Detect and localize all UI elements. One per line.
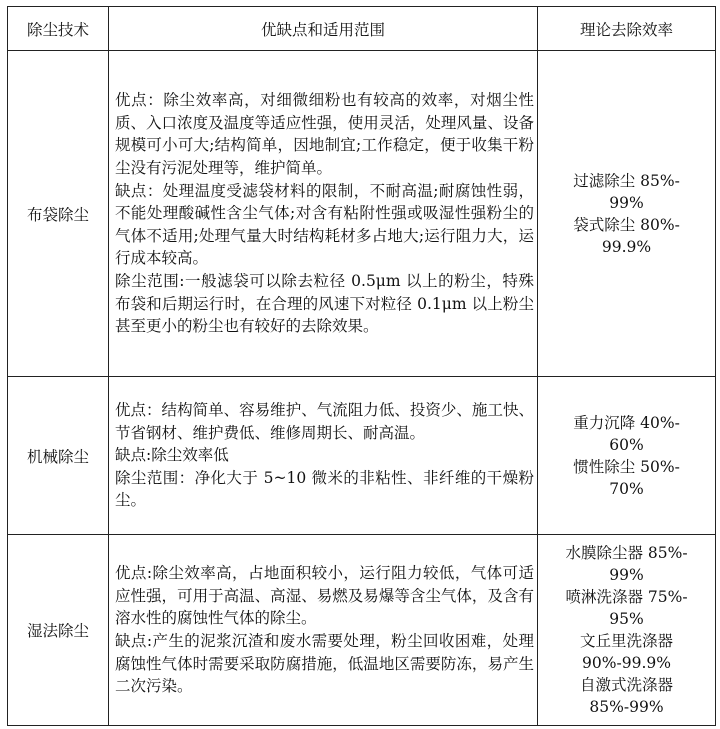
efficiency-line: 袋式除尘 80%- (573, 215, 680, 234)
table-row-mechanical (8, 377, 716, 535)
dust-removal-table (7, 6, 716, 726)
efficiency-line: 99% (609, 193, 644, 212)
pros-cons-cell (109, 377, 538, 535)
efficiency-line: 90%-99.9% (582, 654, 671, 672)
scope-text: 除尘范围:一般滤袋可以除去粒径 0.5μm 以上的粉尘，特殊布袋和后期运行时，在合理的风速下对粒径 0.1μm 以上粉尘甚至更小的粉尘也有较好的去除效果。 (115, 271, 534, 336)
table-row-wet (8, 535, 716, 726)
efficiency-line: 过滤除尘 85%- (573, 171, 680, 190)
efficiency-line: 喷淋洗涤器 75%- (565, 588, 688, 606)
tech-name: 机械除尘 (8, 377, 109, 535)
tech-name: 湿法除尘 (8, 535, 109, 726)
advantages-text: 优点:除尘效率高，占地面积较小，运行阻力较低，气体可适应性强，可用于高温、高湿、易燃及易爆等含尘气体，及含有溶水性的腐蚀性气体的除尘。 (115, 564, 534, 628)
efficiency-cell (538, 377, 716, 535)
pros-cons-cell (109, 51, 538, 377)
advantages-text: 优点：结构简单、容易维护、气流阻力低、投资少、施工快、节省钢材、维护费低、维修周期长、耐高温。 (115, 401, 534, 442)
efficiency-line: 水膜除尘器 85%- (565, 544, 688, 562)
efficiency-line: 文丘里洗涤器 (579, 632, 673, 650)
scope-text: 除尘范围：净化大于 5~10 微米的非粘性、非纤维的干燥粉尘。 (115, 468, 534, 510)
efficiency-line: 99.9% (601, 237, 652, 256)
efficiency-line: 惯性除尘 50%- (573, 457, 680, 476)
disadvantages-text: 缺点：处理温度受滤袋材料的限制，不耐高温;耐腐蚀性弱，不能处理酸碱性含尘气体;对含有粘附性强或吸湿性强粉尘的气体不适用;处理气量大时结构耗材多占地大;运行阻力大，运行成本较高。 (115, 181, 534, 268)
efficiency-line: 70% (609, 479, 644, 498)
disadvantages-text: 缺点:产生的泥浆沉渣和废水需要处理，粉尘回收困难，处理腐蚀性气体时需要采取防腐措施，低温地区需要防冻，易产生二次污染。 (115, 632, 534, 696)
efficiency-line: 95% (609, 610, 644, 628)
header-tech: 除尘技术 (8, 7, 109, 51)
advantages-text: 优点：除尘效率高，对细微细粉也有较高的效率，对烟尘性质、入口浓度及温度等适应性强，使用灵活，处理风量、设备规模可小可大;结构简单，因地制宜;工作稳定，便于收集干粉尘没有污泥处理等，维护简单。 (115, 91, 534, 178)
efficiency-cell (538, 51, 716, 377)
table-header-row (8, 7, 716, 51)
header-pros-cons: 优缺点和适用范围 (109, 7, 538, 51)
efficiency-line: 99% (609, 566, 644, 584)
efficiency-line: 85%-99% (589, 698, 664, 716)
efficiency-line: 60% (609, 435, 644, 454)
efficiency-cell (538, 535, 716, 726)
efficiency-line: 自激式洗涤器 (579, 676, 673, 694)
header-efficiency: 理论去除效率 (538, 7, 716, 51)
tech-name: 布袋除尘 (8, 51, 109, 377)
disadvantages-text: 缺点:除尘效率低 (115, 446, 229, 465)
pros-cons-cell (109, 535, 538, 726)
table-row-bag-filter (8, 51, 716, 377)
efficiency-line: 重力沉降 40%- (573, 413, 680, 432)
